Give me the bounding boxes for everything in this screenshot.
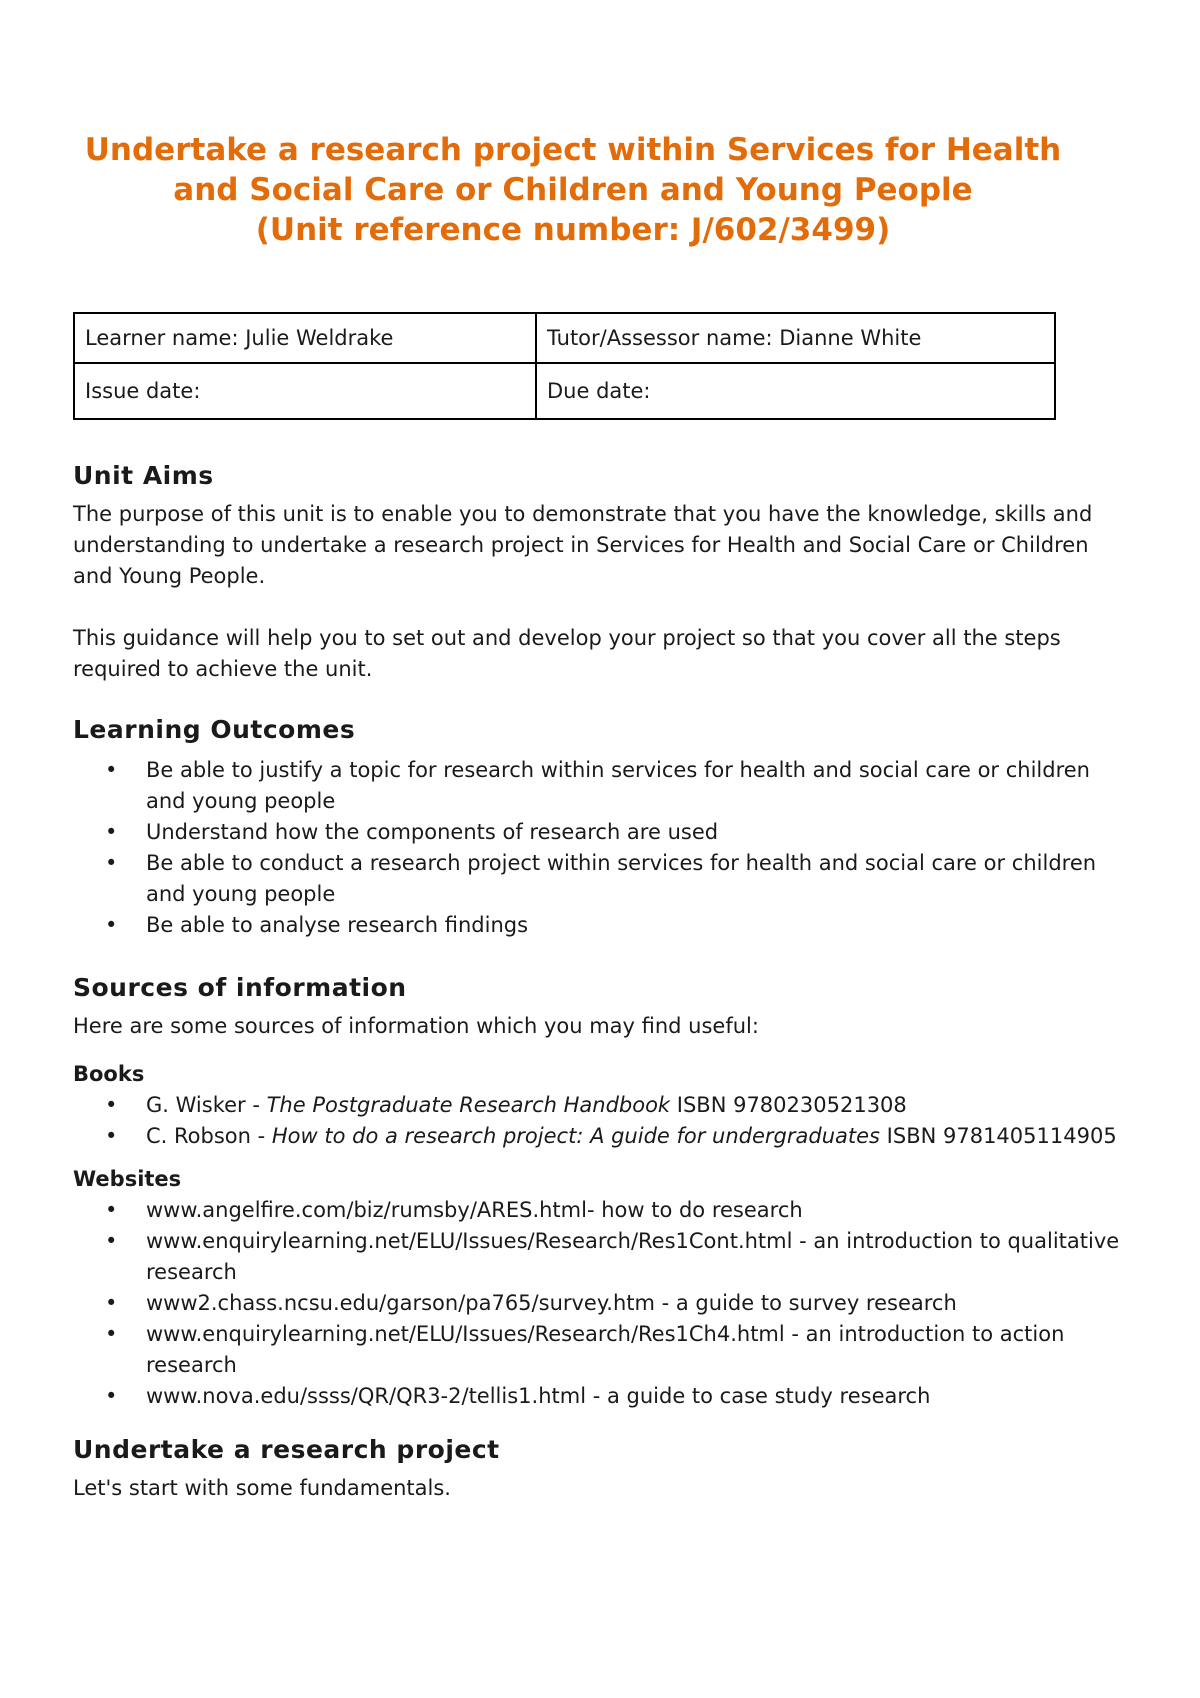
learning-outcomes-section: [73, 714, 1133, 941]
title-line-3: (Unit reference number: J/602/3499): [255, 212, 891, 248]
issue-date-cell: Issue date:: [74, 363, 536, 419]
list-item: • www.enquirylearning.net/ELU/Issues/Research/Res1Cont.html - an introduction to qualitative research: [73, 1226, 1133, 1288]
bullet-icon: •: [105, 1229, 118, 1253]
sources-section: [73, 972, 1133, 1412]
document-page: [73, 130, 1133, 1504]
sources-intro: Here are some sources of information which you may find useful:: [73, 1014, 759, 1038]
list-item: • Be able to justify a topic for research within services for health and social care or children and young people: [73, 755, 1133, 817]
book-title: The Postgraduate Research Handbook: [266, 1093, 671, 1117]
list-item: • Be able to conduct a research project within services for health and social care or children and young people: [73, 848, 1133, 910]
sources-heading: Sources of information: [73, 973, 407, 1002]
bullet-icon: •: [105, 913, 118, 937]
bullet-icon: •: [105, 1384, 118, 1408]
due-date-cell: Due date:: [536, 363, 1055, 419]
book-title: How to do a research project: A guide for undergraduates: [271, 1124, 880, 1148]
bullet-icon: •: [105, 1198, 118, 1222]
unit-aims-section: [73, 460, 1133, 685]
list-item: • www.enquirylearning.net/ELU/Issues/Research/Res1Ch4.html - an introduction to action research: [73, 1319, 1133, 1381]
document-title: [23, 130, 1123, 250]
learning-outcomes-heading: Learning Outcomes: [73, 715, 356, 744]
list-item: • www.nova.edu/ssss/QR/QR3-2/tellis1.html - a guide to case study research: [73, 1381, 1133, 1412]
learner-info-table: [73, 312, 1056, 420]
unit-aims-paragraph-2: This guidance will help you to set out and develop your project so that you cover all the steps required to achieve the unit.: [73, 626, 1061, 681]
tutor-name-cell: Tutor/Assessor name: Dianne White: [536, 313, 1055, 363]
list-item: • Be able to analyse research findings: [73, 910, 1133, 941]
unit-aims-paragraph-1: The purpose of this unit is to enable you to demonstrate that you have the knowledge, skills and understanding to undertake a research project in Services for Health and Social Care or Children and Young People.: [73, 502, 1093, 588]
undertake-heading: Undertake a research project: [73, 1435, 500, 1464]
learner-name-cell: Learner name: Julie Weldrake: [74, 313, 536, 363]
list-item: • www.angelfire.com/biz/rumsby/ARES.html- how to do research: [73, 1195, 1133, 1226]
undertake-section: [73, 1434, 1133, 1504]
learning-outcomes-list: [73, 755, 1133, 941]
list-item: • G. Wisker - The Postgraduate Research Handbook ISBN 9780230521308: [73, 1090, 1133, 1121]
bullet-icon: •: [105, 758, 118, 782]
websites-heading: Websites: [73, 1167, 182, 1191]
bullet-icon: •: [105, 1291, 118, 1315]
websites-list: [73, 1195, 1133, 1412]
books-heading: Books: [73, 1062, 145, 1086]
bullet-icon: •: [105, 1322, 118, 1346]
unit-aims-heading: Unit Aims: [73, 461, 214, 490]
undertake-intro: Let's start with some fundamentals.: [73, 1476, 451, 1500]
list-item: • www2.chass.ncsu.edu/garson/pa765/survey.htm - a guide to survey research: [73, 1288, 1133, 1319]
books-list: [73, 1090, 1133, 1152]
bullet-icon: •: [105, 851, 118, 875]
bullet-icon: •: [105, 1093, 118, 1117]
title-line-2: and Social Care or Children and Young People: [173, 172, 973, 208]
list-item: • Understand how the components of research are used: [73, 817, 1133, 848]
bullet-icon: •: [105, 820, 118, 844]
list-item: • C. Robson - How to do a research project: A guide for undergraduates ISBN 9781405114905: [73, 1121, 1133, 1152]
bullet-icon: •: [105, 1124, 118, 1148]
title-line-1: Undertake a research project within Services for Health: [84, 132, 1062, 168]
